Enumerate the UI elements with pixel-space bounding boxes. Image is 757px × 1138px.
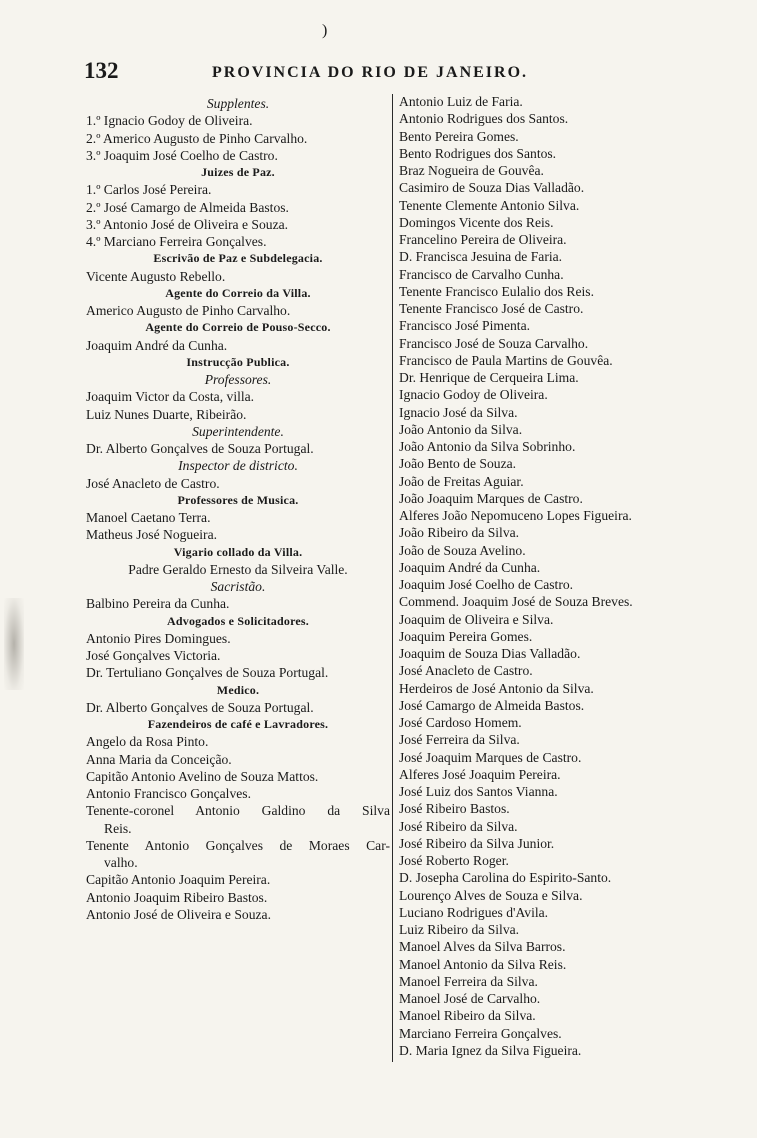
- entry-line: 1.º Ignacio Godoy de Oliveira.: [86, 113, 253, 129]
- entry-line: Bento Rodrigues dos Santos.: [399, 145, 557, 161]
- entry-line: Manoel Ferreira da Silva.: [399, 973, 538, 989]
- entry-line: Joaquim de Souza Dias Valladão.: [399, 646, 581, 661]
- entry-line: José Anacleto de Castro.: [399, 663, 533, 679]
- entry-line: João Ribeiro da Silva.: [399, 525, 520, 541]
- entry-line: Bento Pereira Gomes.: [399, 128, 519, 144]
- entry-line: Francisco José Pimenta.: [399, 318, 531, 334]
- entry-line: José Joaquim Marques de Castro.: [399, 749, 582, 765]
- entry-line: Antonio Pires Domingues.: [86, 630, 231, 646]
- entry-line: 2.º Americo Augusto de Pinho Carvalho.: [86, 130, 308, 146]
- entry-line: Capitão Antonio Avelino de Souza Mattos.: [86, 768, 319, 784]
- entry-line: Francisco de Paula Martins de Gouvêa.: [399, 352, 613, 368]
- entry-line: José Ribeiro Bastos.: [399, 801, 510, 817]
- entry-line: José Ribeiro da Silva.: [399, 818, 518, 834]
- entry-line: Alferes João Nepomuceno Lopes Figueira.: [399, 508, 632, 523]
- entry-line: Luciano Rodrigues d'Avila.: [399, 904, 549, 920]
- entry-line: Joaquim André da Cunha.: [399, 559, 541, 575]
- entry-line: João Bento de Souza.: [399, 456, 517, 472]
- entry-line: Manoel Alves da Silva Barros.: [399, 939, 566, 955]
- section-heading: Vigario collado da Villa.: [173, 544, 303, 559]
- section-heading: Inspector de districto.: [178, 458, 298, 474]
- entry-line: Joaquim José Coelho de Castro.: [399, 577, 574, 592]
- entry-line: Manoel Caetano Terra.: [86, 510, 211, 525]
- entry-line: Dr. Alberto Gonçalves de Souza Portugal.: [86, 441, 314, 456]
- entry-line: José Ferreira da Silva.: [399, 732, 520, 748]
- entry-line: João de Souza Avelino.: [399, 542, 526, 558]
- entry-line: Angelo da Rosa Pinto.: [86, 734, 209, 750]
- entry-line: João Antonio da Silva Sobrinho.: [399, 439, 576, 454]
- entry-line: José Anacleto de Castro.: [86, 475, 220, 491]
- entry-line: 3.º Antonio José de Oliveira e Souza.: [86, 216, 289, 232]
- entry-line: Manoel Antonio da Silva Reis.: [399, 956, 567, 972]
- column-divider: [392, 94, 393, 1062]
- entry-line: Manoel José de Carvalho.: [399, 991, 541, 1006]
- entry-line: Alferes José Joaquim Pereira.: [399, 766, 561, 782]
- entry-line: Luiz Ribeiro da Silva.: [399, 922, 520, 937]
- section-heading: Instrucção Publica.: [186, 354, 290, 369]
- entry-line: Francelino Pereira de Oliveira.: [399, 232, 567, 247]
- entry-line: 2.º José Camargo de Almeida Bastos.: [86, 199, 289, 215]
- entry-line: Dr. Henrique de Cerqueira Lima.: [399, 370, 579, 385]
- entry-line: Ignacio José da Silva.: [399, 404, 518, 420]
- paper-stain: [4, 598, 24, 690]
- entry-line: Commend. Joaquim José de Souza Breves.: [399, 594, 633, 610]
- entry-line: Francisco de Carvalho Cunha.: [399, 266, 564, 282]
- entry-line: Dr. Alberto Gonçalves de Souza Portugal.: [86, 699, 314, 715]
- entry-line: Americo Augusto de Pinho Carvalho.: [86, 303, 291, 318]
- section-heading: Superintendente.: [192, 423, 284, 439]
- page-number: 132: [84, 58, 119, 83]
- entry-line: valho.: [104, 855, 138, 870]
- section-heading: Escrivão de Paz e Subdelegacia.: [153, 251, 323, 266]
- entry-line: Braz Nogueira de Gouvêa.: [399, 163, 544, 178]
- section-heading: Juizes de Paz.: [201, 165, 275, 179]
- entry-line: Joaquim Victor da Costa, villa.: [86, 389, 255, 405]
- entry-line: Tenente Francisco José de Castro.: [399, 301, 584, 316]
- entry-line: Tenente-coronel Antonio Galdino da Silva: [86, 803, 390, 819]
- entry-line: José Ribeiro da Silva Junior.: [399, 835, 555, 851]
- entry-line: Matheus José Nogueira.: [86, 527, 217, 543]
- section-heading: Agente do Correio da Villa.: [165, 285, 311, 300]
- entry-line: D. Maria Ignez da Silva Figueira.: [399, 1042, 582, 1058]
- entry-line: Antonio Joaquim Ribeiro Bastos.: [86, 889, 268, 905]
- entry-line: Lourenço Alves de Souza e Silva.: [399, 887, 583, 903]
- entry-line: 3.º Joaquim José Coelho de Castro.: [86, 147, 278, 163]
- entry-line: José Luiz dos Santos Vianna.: [399, 784, 558, 799]
- section-heading: Medico.: [216, 682, 260, 697]
- entry-line: Antonio José de Oliveira e Souza.: [86, 906, 271, 922]
- running-title: PROVINCIA DO RIO DE JANEIRO.: [212, 64, 529, 81]
- entry-line: Joaquim de Oliveira e Silva.: [399, 611, 554, 627]
- entry-line: Antonio Luiz de Faria.: [399, 94, 523, 109]
- entry-line: José Cardoso Homem.: [399, 715, 522, 730]
- entry-line: José Roberto Roger.: [399, 853, 509, 868]
- entry-line: Herdeiros de José Antonio da Silva.: [399, 680, 594, 696]
- section-heading: Sacristão.: [210, 579, 266, 594]
- entry-line: Antonio Francisco Gonçalves.: [86, 786, 251, 801]
- entry-line: Tenente Clemente Antonio Silva.: [399, 197, 580, 213]
- entry-line: D. Francisca Jesuina de Faria.: [399, 249, 563, 265]
- entry-line: Joaquim André da Cunha.: [86, 337, 228, 353]
- entry-line: João Joaquim Marques de Castro.: [399, 490, 583, 506]
- entry-line: Manoel Ribeiro da Silva.: [399, 1008, 536, 1024]
- section-heading: Professores de Musica.: [177, 492, 299, 507]
- entry-line: Anna Maria da Conceição.: [86, 751, 232, 767]
- entry-line: Padre Geraldo Ernesto da Silveira Valle.: [128, 561, 348, 577]
- top-mark: ): [322, 22, 328, 39]
- entry-line: João Antonio da Silva.: [399, 421, 523, 437]
- entry-line: Tenente Francisco Eulalio dos Reis.: [399, 283, 594, 299]
- entry-line: D. Josepha Carolina do Espirito-Santo.: [399, 870, 612, 886]
- entry-line: Marciano Ferreira Gonçalves.: [399, 1025, 562, 1041]
- section-heading: Professores.: [204, 372, 272, 387]
- entry-line: Antonio Rodrigues dos Santos.: [399, 111, 569, 127]
- entry-line: 4.º Marciano Ferreira Gonçalves.: [86, 234, 267, 249]
- entry-line: Luiz Nunes Duarte, Ribeirão.: [86, 406, 247, 422]
- entry-line: Tenente Antonio Gonçalves de Moraes Car-: [86, 837, 390, 853]
- right-column: [399, 93, 729, 1059]
- page-header: [84, 58, 724, 88]
- entry-line: Capitão Antonio Joaquim Pereira.: [86, 872, 271, 888]
- entry-line: José Gonçalves Victoria.: [86, 648, 221, 663]
- entry-line: 1.º Carlos José Pereira.: [86, 182, 212, 198]
- entry-line: Dr. Tertuliano Gonçalves de Souza Portugal.: [86, 665, 329, 681]
- entry-line: Reis.: [104, 820, 132, 836]
- entry-line: Joaquim Pereira Gomes.: [399, 628, 533, 644]
- entry-line: Vicente Augusto Rebello.: [86, 268, 226, 284]
- left-column: [86, 95, 390, 923]
- section-heading: Fazendeiros de café e Lavradores.: [147, 717, 329, 731]
- section-heading: Agente do Correio de Pouso-Secco.: [145, 320, 331, 335]
- entry-line: Ignacio Godoy de Oliveira.: [399, 387, 548, 403]
- section-heading: Advogados e Solicitadores.: [167, 613, 309, 628]
- section-heading: Supplentes.: [206, 96, 270, 111]
- entry-line: Balbino Pereira da Cunha.: [86, 596, 230, 612]
- entry-line: Domingos Vicente dos Reis.: [399, 214, 554, 230]
- entry-line: José Camargo de Almeida Bastos.: [399, 697, 585, 713]
- entry-line: Francisco José de Souza Carvalho.: [399, 335, 589, 351]
- entry-line: Casimiro de Souza Dias Valladão.: [399, 180, 585, 196]
- entry-line: João de Freitas Aguiar.: [399, 473, 524, 489]
